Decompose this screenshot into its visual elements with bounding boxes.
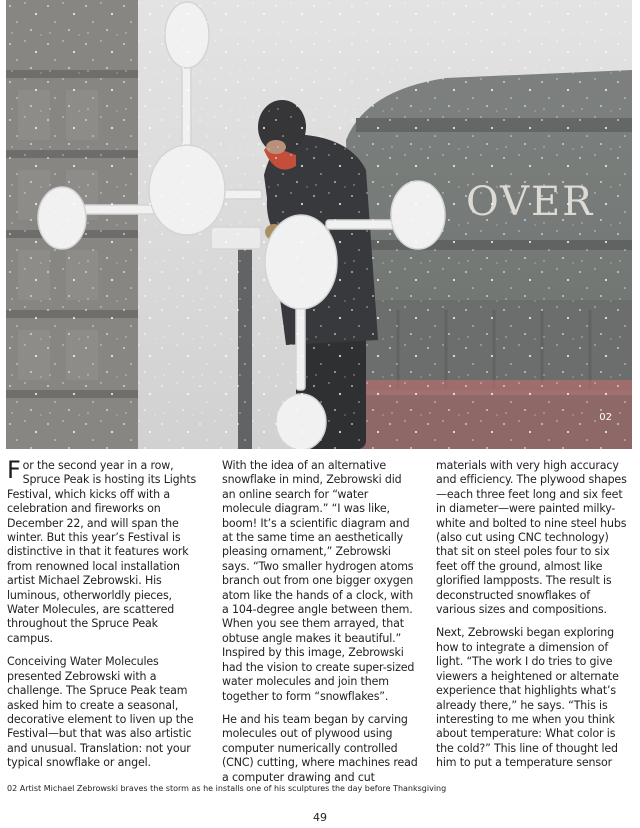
feature-photo	[6, 0, 632, 449]
article-column-3	[436, 459, 632, 780]
paragraph: materials with very high accuracy and efficiency. The plywood shapes—each three feet long and six feet in diameter—were painted milky-white and bolted to nine steel hubs (also cut using CNC technology) that sit on steel poles four to six feet off the ground, almost like glorified lampposts. The result is deconstructed snowflakes of various sizes and compositions.	[436, 459, 627, 617]
article-column-1	[7, 456, 203, 780]
drop-cap: F	[7, 456, 21, 484]
paragraph: Next, Zebrowski began exploring how to integrate a dimension of light. “The work I do tries to give viewers a heightened or alternate experience that highlights what’s already there,” he says. “This is interesting to me when you think about temperature: What color is the cold?” This line of thought led him to put a temperature sensor	[436, 626, 619, 770]
paragraph: He and his team began by carving molecules out of plywood using computer numerically controlled (CNC) cutting, where machines read a computer drawing and cut	[222, 712, 418, 784]
paragraph: For the second year in a row, Spruce Peak is hosting its Lights Festival, which kicks off with a celebration and fireworks on December 22, and will span the winter. But this year’s Festival is distinctive in that it features work from renowned local installation artist Michael Zebrowski. His luminous, otherworldly pieces, Water Molecules, are scattered throughout the Spruce Peak campus.	[7, 456, 197, 645]
photo-number: 02	[599, 412, 612, 423]
paragraph: Conceiving Water Molecules presented Zebrowski with a challenge. The Spruce Peak team asked him to create a seasonal, decorative element to liven up the Festival—but that was also artistic and unusual. Translation: not your typical snowflake or angel.	[7, 655, 194, 770]
article-column-2	[222, 459, 418, 794]
photo-caption: 02 Artist Michael Zebrowski braves the storm as he installs one of his sculptures the day before Thanksgiving	[7, 784, 447, 793]
page-number: 49	[313, 811, 327, 824]
paragraph: With the idea of an alternative snowflake in mind, Zebrowski did an online search for “water molecule diagram.” “I was like, boom! It’s a scientific diagram and at the same time an aesthetically pleasing ornament,” Zebrowski says. “Two smaller hydrogen atoms branch out from one bigger oxygen atom like the hands of a clock, with a 104-degree angle between them. When you see them arrayed, that obtuse angle makes it beautiful.” Inspired by this image, Zebrowski had the vision to create super-sized water molecules and join them together to form “snowflakes”.	[222, 459, 415, 703]
